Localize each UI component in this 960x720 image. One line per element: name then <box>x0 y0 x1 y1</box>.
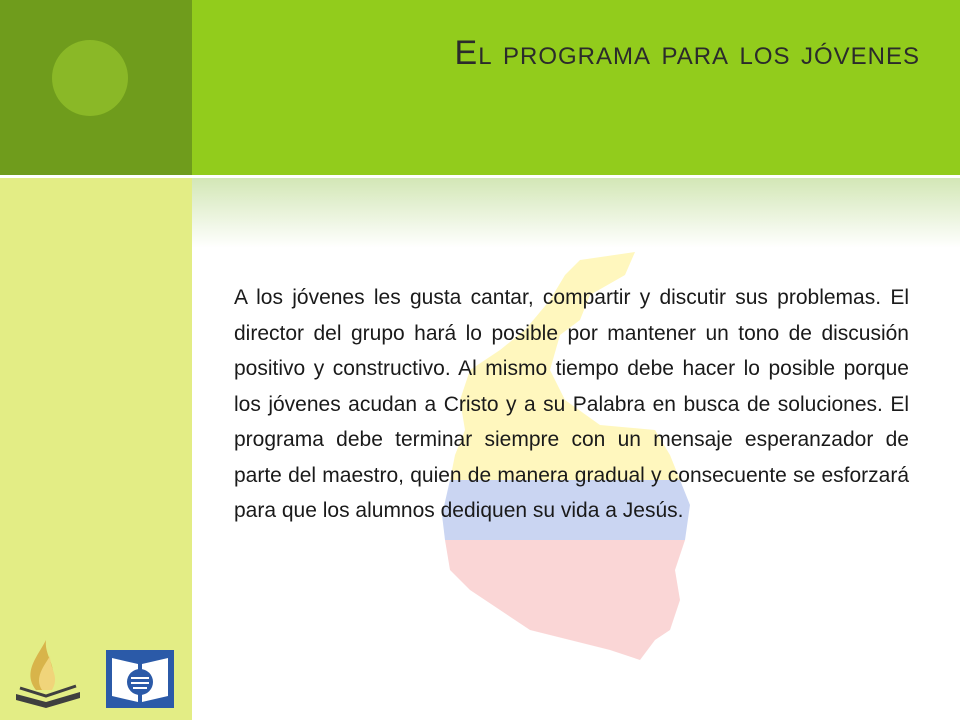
map-red-region <box>445 540 685 660</box>
left-divider-line <box>0 175 192 178</box>
title-fade-gradient <box>192 178 960 248</box>
slide-body-text: A los jóvenes les gusta cantar, compartir y discutir sus problemas. El director del grupo hará lo posible por mantener un tono de discusión positivo y constructivo. Al mismo tiempo debe hacer lo posible porque los jóvenes acudan a Cristo y a su Palabra en busca de soluciones. El programa debe terminar siempre con un mensaje esperanzador de parte del maestro, quien de manera gradual y consecuente se esforzará para que los alumnos dediquen su vida a Jesús. <box>234 286 909 522</box>
corner-circle-decoration <box>52 40 128 116</box>
bible-school-icon <box>104 648 176 710</box>
corner-block <box>0 0 192 175</box>
slide-title: El programa para los jóvenes <box>454 34 920 72</box>
adventist-flame-icon <box>8 632 88 712</box>
